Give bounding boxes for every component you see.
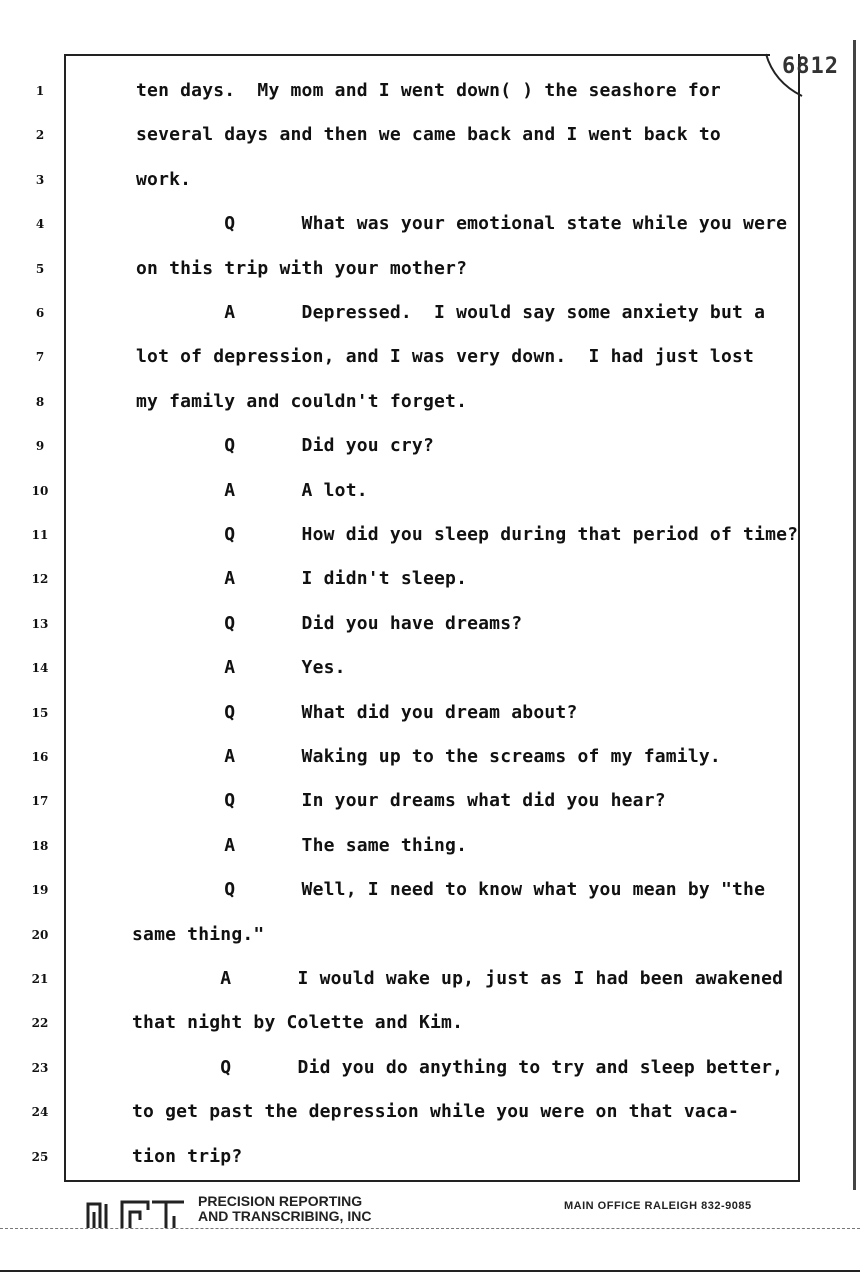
line-number: 19 bbox=[31, 883, 49, 898]
line-number: 22 bbox=[31, 1016, 49, 1031]
transcript-line: Q Well, I need to know what you mean by "the bbox=[136, 879, 766, 901]
transcript-line: Q Did you do anything to try and sleep better, bbox=[132, 1056, 784, 1078]
transcript-line: Q Did you cry? bbox=[136, 435, 434, 457]
line-number: 7 bbox=[35, 350, 45, 365]
line-number: 15 bbox=[31, 705, 49, 720]
page-number: 6812 bbox=[782, 54, 839, 79]
company-logo bbox=[86, 1196, 190, 1230]
transcript-line: Q Did you have dreams? bbox=[136, 612, 523, 634]
line-number: 18 bbox=[31, 838, 49, 853]
transcript-line: A The same thing. bbox=[136, 834, 468, 856]
line-number: 8 bbox=[35, 394, 45, 409]
transcript-line: work. bbox=[136, 168, 192, 190]
line-number: 24 bbox=[31, 1105, 49, 1120]
page-bottom-rule bbox=[0, 1270, 860, 1272]
line-number: 12 bbox=[31, 572, 49, 587]
footer-rule bbox=[0, 1228, 860, 1229]
line-number: 9 bbox=[35, 439, 45, 454]
transcript-line: my family and couldn't forget. bbox=[136, 390, 468, 412]
transcript-line: Q What did you dream about? bbox=[136, 701, 578, 723]
line-number: 4 bbox=[35, 217, 45, 232]
line-number: 6 bbox=[35, 306, 45, 320]
transcript-line: A Waking up to the screams of my family. bbox=[136, 746, 721, 767]
line-number: 1 bbox=[35, 84, 45, 98]
transcript-line: A Depressed. I would say some anxiety but a bbox=[136, 302, 766, 323]
transcript-line: A I would wake up, just as I had been awakened bbox=[132, 968, 784, 989]
transcript-line: several days and then we came back and I went back to bbox=[136, 124, 721, 146]
company-name-line-1: PRECISION REPORTING bbox=[198, 1193, 363, 1209]
line-number: 23 bbox=[31, 1060, 49, 1075]
line-number: 5 bbox=[35, 261, 45, 276]
transcript-line: A Yes. bbox=[136, 657, 346, 679]
footer bbox=[0, 1190, 860, 1240]
line-number: 2 bbox=[35, 128, 45, 143]
transcript-line: tion trip? bbox=[132, 1145, 243, 1167]
line-number: 17 bbox=[31, 794, 49, 809]
transcript-line: Q What was your emotional state while you were bbox=[136, 213, 788, 235]
transcript-line: to get past the depression while you were on that vaca- bbox=[132, 1101, 740, 1123]
line-number: 21 bbox=[31, 972, 49, 986]
line-number: 13 bbox=[31, 616, 49, 631]
transcript-line: that night by Colette and Kim. bbox=[132, 1012, 464, 1034]
transcript-line: same thing." bbox=[132, 923, 265, 945]
line-number: 10 bbox=[31, 483, 49, 498]
line-number: 20 bbox=[31, 927, 49, 942]
line-number: 16 bbox=[31, 750, 49, 764]
line-number: 14 bbox=[31, 661, 49, 676]
company-name-line-2: AND TRANSCRIBING, INC bbox=[198, 1208, 372, 1224]
transcript-line: A I didn't sleep. bbox=[136, 568, 468, 590]
transcript-line: ten days. My mom and I went down( ) the seashore for bbox=[136, 80, 721, 101]
transcript-line: A A lot. bbox=[136, 479, 368, 501]
line-number: 3 bbox=[35, 172, 45, 187]
transcript-line: on this trip with your mother? bbox=[136, 257, 468, 279]
office-info: MAIN OFFICE RALEIGH 832-9085 bbox=[564, 1200, 752, 1212]
right-margin-rule bbox=[853, 40, 856, 1190]
company-name bbox=[198, 1194, 371, 1224]
line-number: 11 bbox=[31, 528, 49, 542]
line-number: 25 bbox=[31, 1149, 49, 1164]
transcript-line: lot of depression, and I was very down. I had just lost bbox=[136, 346, 755, 368]
transcript-line: Q In your dreams what did you hear? bbox=[136, 790, 666, 812]
transcript-line: Q How did you sleep during that period of time? bbox=[136, 524, 799, 545]
